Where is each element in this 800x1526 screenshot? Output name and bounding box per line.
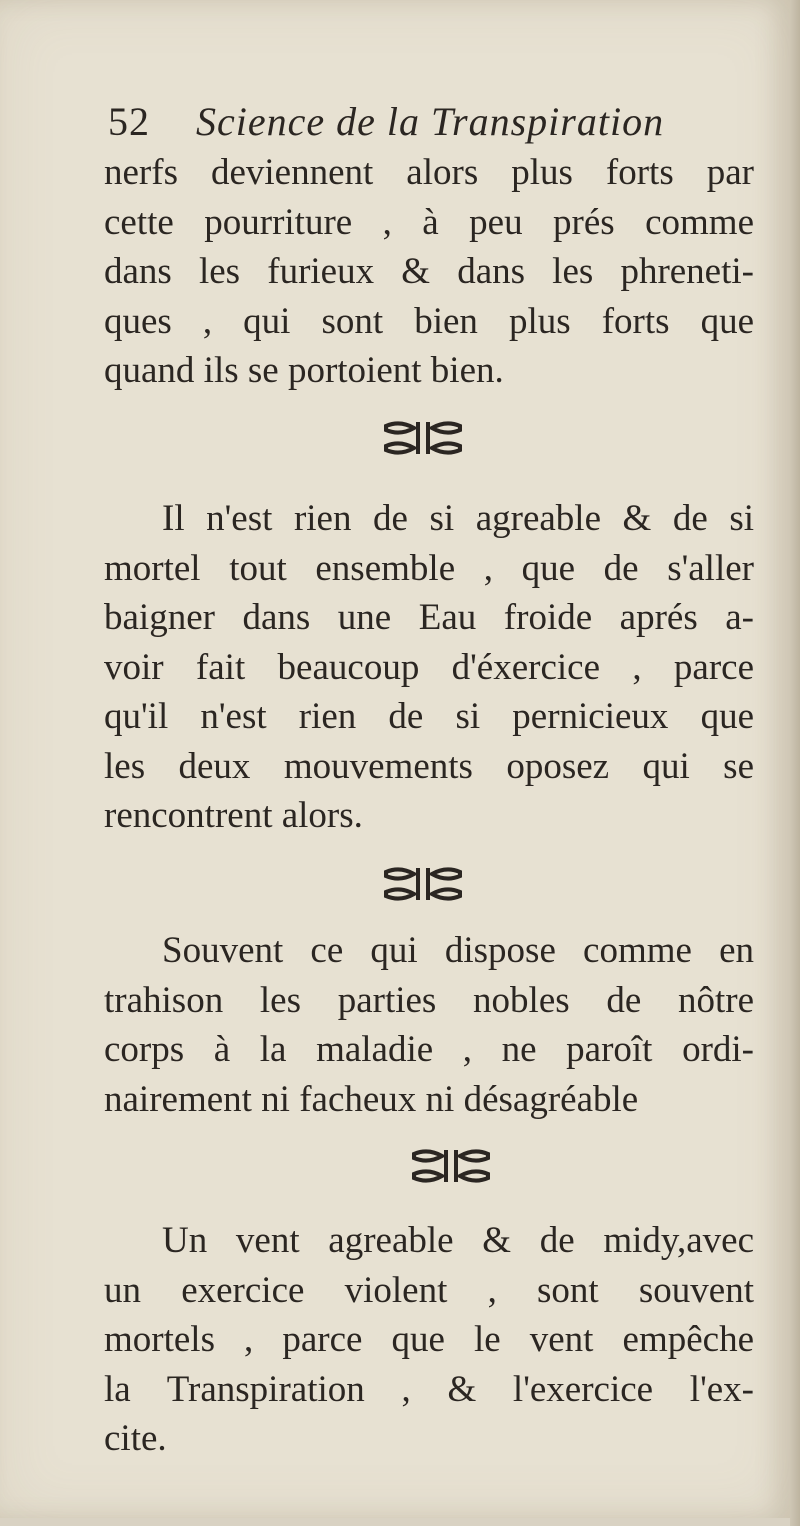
text-line: dans les furieux & dans les phreneti- (104, 251, 754, 292)
text-line: qu'il n'est rien de si pernicieux que (104, 696, 754, 737)
text-line: quand ils se portoient bien. (104, 350, 504, 391)
text-line: nerfs deviennent alors plus forts par (104, 152, 754, 193)
text-line: les deux mouvements oposez qui se (104, 745, 754, 787)
paragraph-1 (104, 148, 754, 396)
text-line: un exercice violent , sont souvent (104, 1269, 754, 1311)
text-line: corps à la maladie , ne paroît ordi- (104, 1029, 754, 1070)
paragraph-4 (104, 1216, 754, 1464)
text-line: rencontrent alors. (104, 795, 363, 836)
running-title: Science de la Transpiration (196, 99, 665, 144)
text-line: Il n'est rien de si agreable & de si (162, 498, 754, 539)
text-line: cette pourriture , à peu prés comme (104, 201, 754, 243)
page-number: 52 (108, 99, 150, 144)
fleuron-ornament (378, 864, 468, 904)
text-line: baigner dans une Eau froide aprés a- (104, 597, 754, 638)
fleuron-ornament (378, 418, 468, 458)
text-line: mortel tout ensemble , que de s'aller (104, 547, 754, 589)
text-line: mortels , parce que le vent empêche (104, 1319, 754, 1360)
text-line: cite. (104, 1418, 167, 1459)
fleuron-ornament (406, 1146, 496, 1186)
text-line: la Transpiration , & l'exercice l'ex- (104, 1368, 754, 1410)
text-line: Souvent ce qui dispose comme en (162, 930, 754, 971)
text-line: nairement ni facheux ni désagréable (104, 1078, 639, 1120)
text-line: ques , qui sont bien plus forts que (104, 300, 754, 342)
page-edge (790, 0, 800, 1526)
text-line: trahison les parties nobles de nôtre (104, 979, 754, 1021)
paragraph-3 (104, 926, 754, 1124)
text-line: voir fait beaucoup d'éxercice , parce (104, 646, 754, 688)
paragraph-2 (104, 494, 754, 841)
text-line: Un vent agreable & de midy,avec (162, 1220, 754, 1261)
